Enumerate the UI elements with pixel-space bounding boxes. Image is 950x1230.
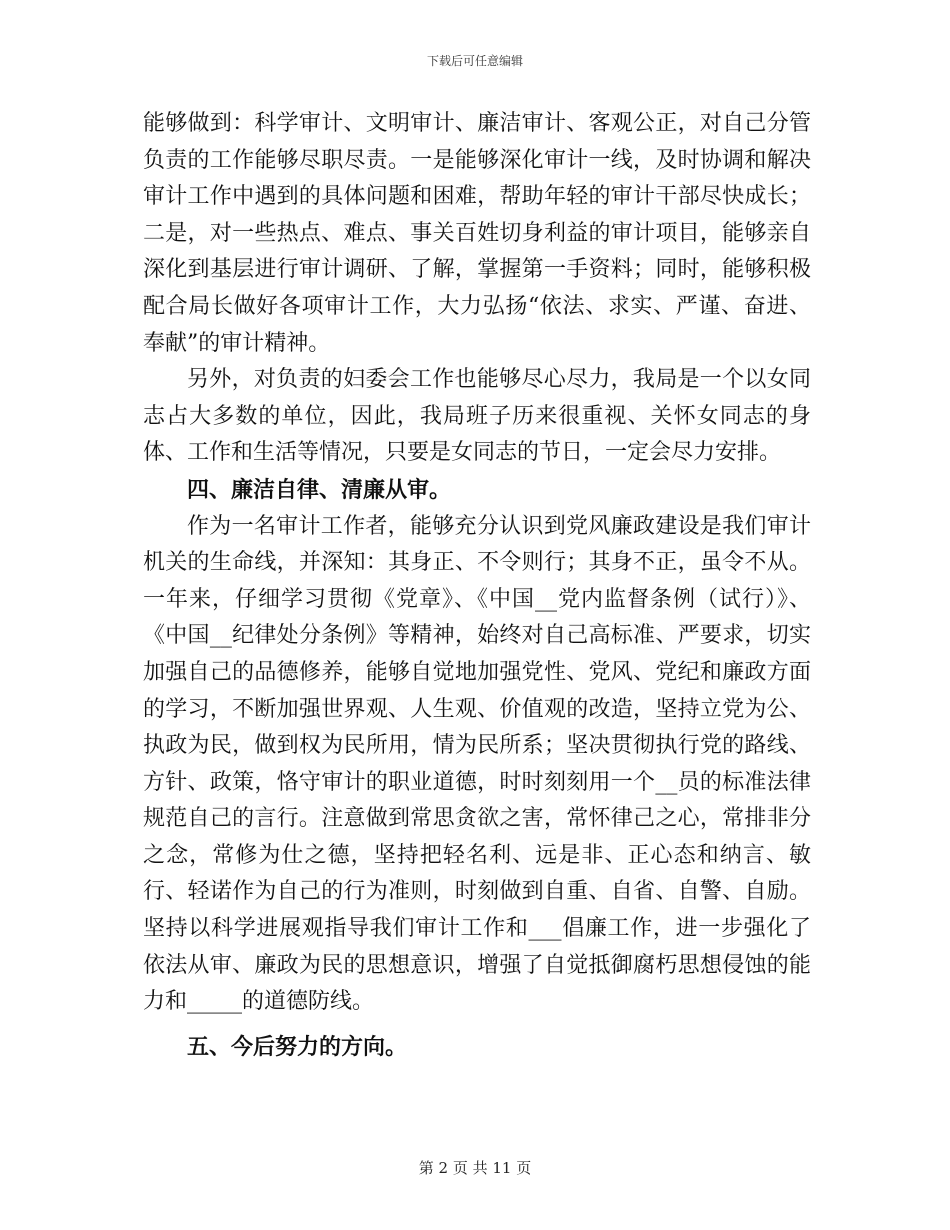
- page-number: 第 2 页 共 11 页: [418, 1159, 532, 1177]
- section-heading-5: 五、今后努力的方向。: [187, 1033, 408, 1060]
- paragraph-continued: 能够做到：科学审计、文明审计、廉洁审计、客观公正，对自己分管负责的工作能够尽职尽责。一是能够深化审计一线，及时协调和解决审计工作中遇到的具体问题和困难，帮助年轻的审计干部尽快成长；二是，对一些热点、难点、事关百姓切身利益的审计项目，能够亲自深化到基层进行审计调研、了解，掌握第一手资料；同时，能够积极配合局长做好各项审计工作，大力弘扬“依法、求实、严谨、奋进、奉献”的审计精神。: [143, 111, 811, 356]
- page-header-note: 下载后可任意编辑: [426, 54, 523, 68]
- paragraph-integrity: 作为一名审计工作者，能够充分认识到党风廉政建设是我们审计机关的生命线，并深知：其身正、不令则行；其身不正，虽令不从。一年来，仔细学习贯彻《党章》、《中国__党内监督条例（试行）》、《中国__纪律处分条例》等精神，始终对自己高标准、严要求，切实加强自己的品德修养，能够自觉地加强党性、党风、党纪和廉政方面的学习，不断加强世界观、人生观、价值观的改造，坚持立党为公、执政为民，做到权为民所用，情为民所系；坚决贯彻执行党的路线、方针、政策，恪守审计的职业道德，时时刻刻用一个__员的标准法律规范自己的言行。注意做到常思贪欲之害，常怀律己之心，常排非分之念，常修为仕之德，坚持把轻名利、远是非、正心态和纳言、敏行、轻诺作为自己的行为准则，时刻做到自重、自省、自警、自励。坚持以科学进展观指导我们审计工作和___倡廉工作，进一步强化了依法从审、廉政为民的思想意识，增强了自觉抵御腐朽思想侵蚀的能力和_____的道德防线。: [143, 513, 811, 1015]
- document-body: [143, 106, 811, 1065]
- section-heading-4: 四、廉洁自律、清廉从审。: [187, 476, 452, 503]
- paragraph-women-committee: 另外，对负责的妇委会工作也能够尽心尽力，我局是一个以女同志占大多数的单位，因此，我局班子历来很重视、关怀女同志的身体、工作和生活等情况，只要是女同志的节日，一定会尽力安排。: [143, 367, 811, 466]
